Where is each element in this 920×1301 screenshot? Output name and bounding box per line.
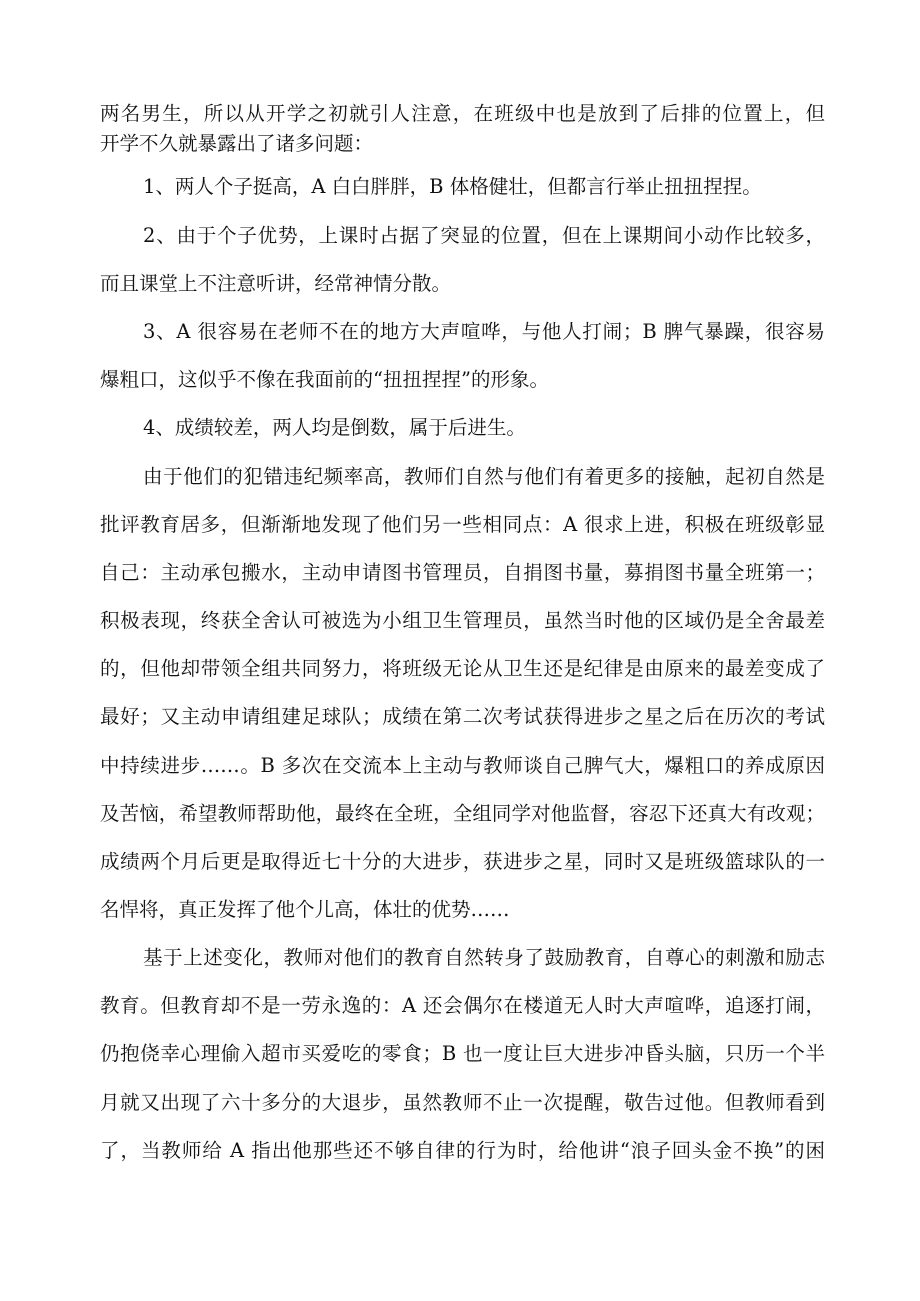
- text-line: 月就又出现了六十多分的大退步，虽然教师不止一次提醒，敬告过他。但教师看到: [100, 1091, 825, 1114]
- text-line: 开学不久就暴露出了诸多问题：: [100, 132, 374, 155]
- text-line: 自己：主动承包搬水，主动申请图书管理员，自捐图书量，募捐图书量全班第一；: [100, 561, 825, 584]
- text-line: 中持续进步……。B 多次在交流本上主动与教师谈自己脾气大，爆粗口的养成原因: [100, 754, 825, 777]
- text-line: 了，当教师给 A 指出他那些还不够自律的行为时，给他讲“浪子回头金不换”的困: [100, 1139, 825, 1162]
- list-item: 2、由于个子优势，上课时占据了突显的位置，但在上课期间小动作比较多，: [143, 224, 825, 247]
- text-line: 仍抱侥幸心理偷入超市买爱吃的零食；B 也一度让巨大进步冲昏头脑，只历一个半: [100, 1042, 825, 1065]
- paragraph-line: 基于上述变化，教师对他们的教育自然转身了鼓励教育，自尊心的刺激和励志: [143, 946, 825, 969]
- text-line: 爆粗口，这似乎不像在我面前的“扭扭捏捏”的形象。: [100, 368, 549, 391]
- text-line: 两名男生，所以从开学之初就引人注意，在班级中也是放到了后排的位置上，但: [100, 102, 825, 125]
- text-line: 积极表现，终获全舍认可被选为小组卫生管理员，虽然当时他的区域仍是全舍最差: [100, 609, 825, 632]
- text-line: 的，但他却带领全组共同努力，将班级无论从卫生还是纪律是由原来的最差变成了: [100, 657, 825, 680]
- text-line: 而且课堂上不注意听讲，经常神情分散。: [100, 272, 452, 295]
- text-line: 批评教育居多，但渐渐地发现了他们另一些相同点：A 很求上进，积极在班级彰显: [100, 513, 825, 536]
- text-line: 教育。但教育却不是一劳永逸的：A 还会偶尔在楼道无人时大声喧哗，追逐打闹，: [100, 994, 825, 1017]
- list-item: 4、成绩较差，两人均是倒数，属于后进生。: [143, 416, 526, 439]
- list-item: 3、A 很容易在老师不在的地方大声喧哗，与他人打闹；B 脾气暴躁，很容易: [143, 320, 825, 343]
- text-line: 最好；又主动申请组建足球队；成绩在第二次考试获得进步之星之后在历次的考试: [100, 705, 825, 728]
- paragraph-line: 由于他们的犯错违纪频率高，教师们自然与他们有着更多的接触，起初自然是: [143, 465, 825, 488]
- text-line: 及苦恼，希望教师帮助他，最终在全班，全组同学对他监督，容忍下还真大有改观；: [100, 802, 825, 825]
- text-line: 成绩两个月后更是取得近七十分的大进步，获进步之星，同时又是班级篮球队的一: [100, 850, 825, 873]
- text-line: 名悍将，真正发挥了他个儿高，体壮的优势……: [100, 898, 510, 921]
- list-item: 1、两人个子挺高，A 白白胖胖，B 体格健壮，但都言行举止扭扭捏捏。: [143, 175, 762, 198]
